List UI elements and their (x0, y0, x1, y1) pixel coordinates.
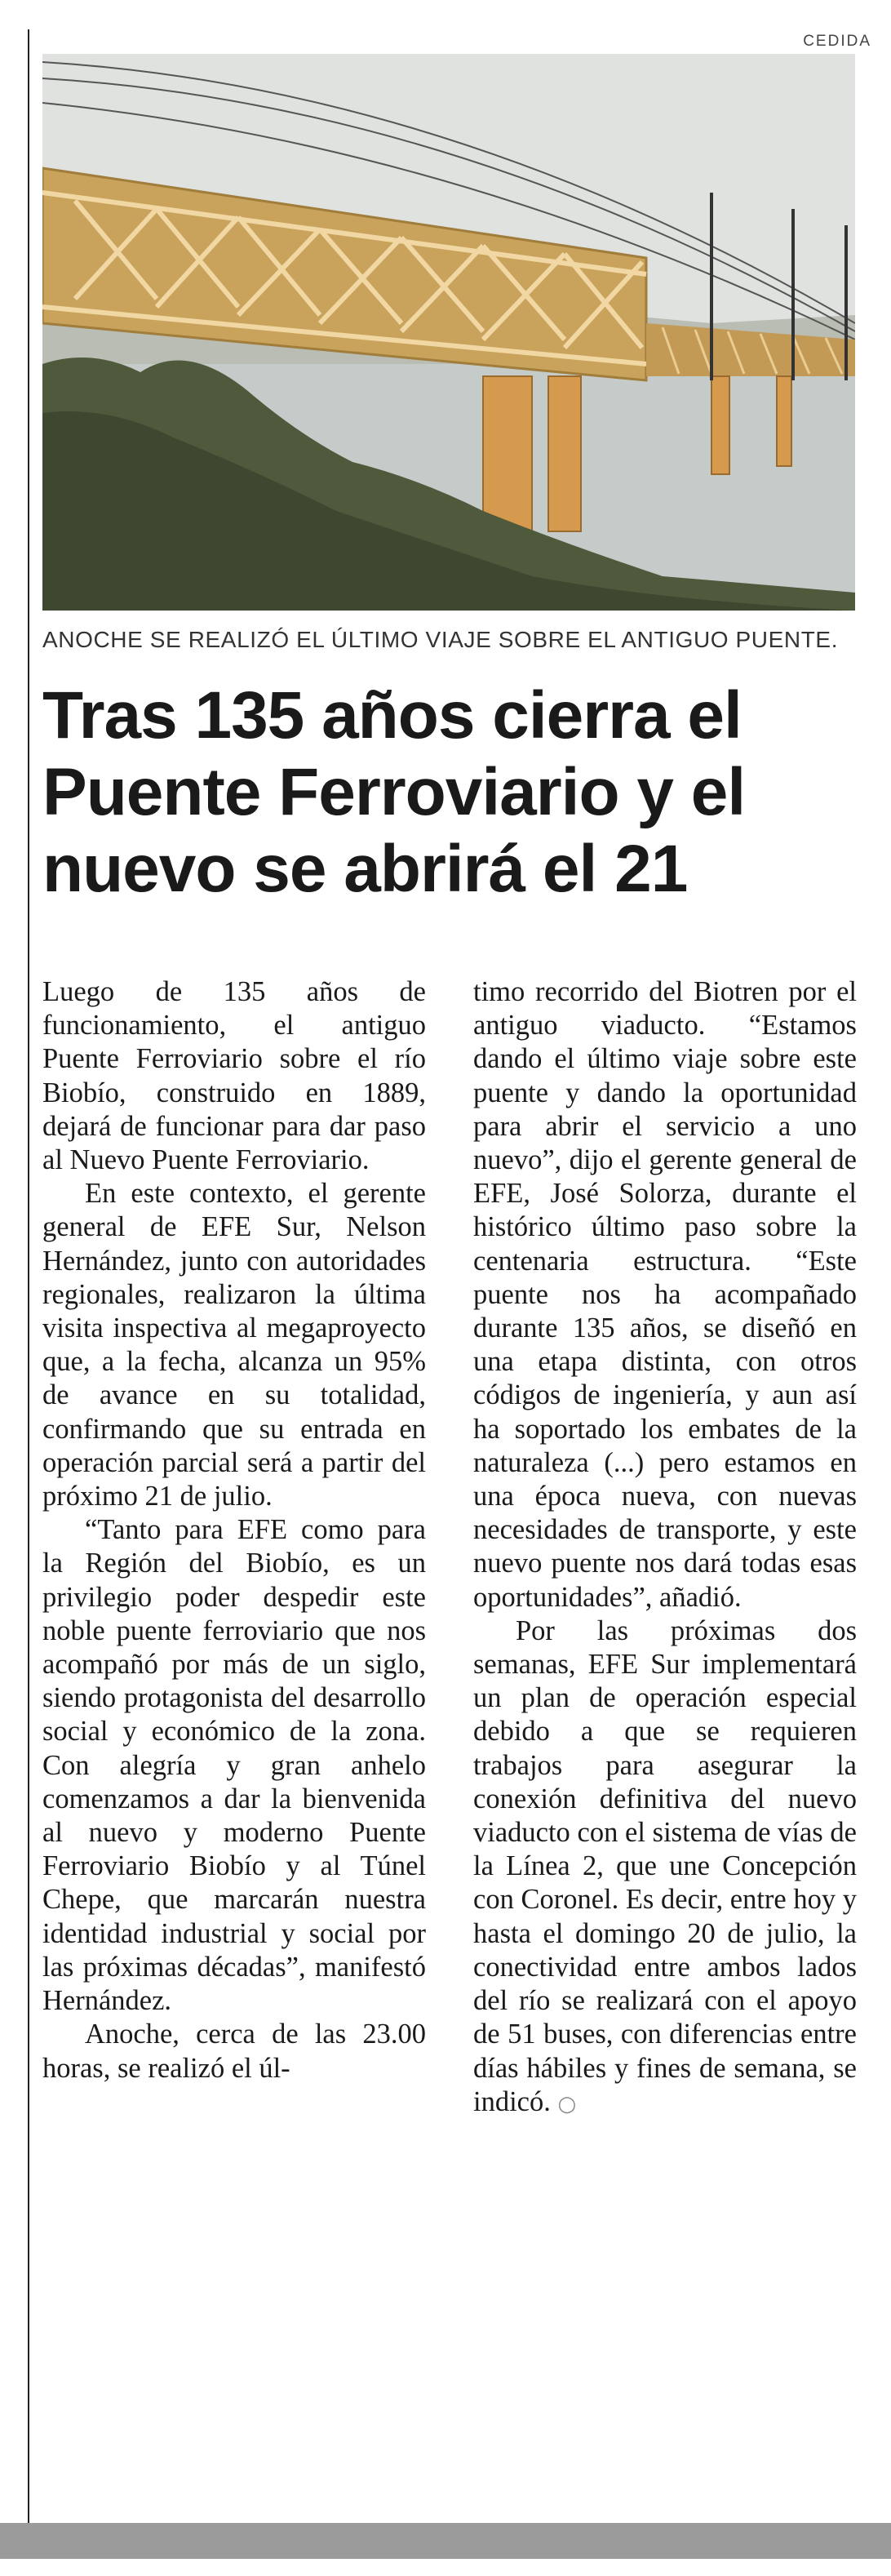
photo-credit: CEDIDA (803, 33, 871, 50)
paragraph-text: Por las próximas dos semanas, EFE Sur implementará un plan de operación especial debido a que se requieren trabajos para asegurar la conexión definitiva del nuevo viaducto con el sistema de vías de la Línea 2, que une Concepción con Coronel. Es decir, entre hoy y hasta el domingo 20 de julio, la conectividad entre ambos lados del río se realizará con el apoyo de 51 buses, con diferencias entre días hábiles y fines de semana, se indicó. (473, 1614, 857, 2117)
headline: Tras 135 años cierra el Puente Ferroviario y el nuevo se abrirá el 21 (42, 678, 746, 906)
bridge-photo-icon (42, 54, 855, 611)
paragraph (473, 1614, 857, 2121)
paragraph: timo recorrido del Biotren por el antiguo viaducto. “Estamos dando el último viaje sobre este puente y dando la oportunidad para abrir el servicio a uno nuevo”, dijo el gerente general de EFE, José Solorza, durante el histórico último paso sobre la centenaria estructura. “Este puente nos ha acompañado durante 135 años, se diseñó en una etapa distinta, con otros códigos de ingeniería, y aun así ha soportado los embates de la naturaleza (...) pero estamos en una época nueva, con nuevas necesidades de transporte, y este nuevo puente nos dará todas esas oportunidades”, añadió. (473, 976, 857, 1613)
photo-caption: ANOCHE SE REALIZÓ EL ÚLTIMO VIAJE SOBRE EL ANTIGUO PUENTE. (42, 627, 839, 652)
left-column-rule (28, 29, 29, 2523)
paragraph: Anoche, cerca de las 23.00 horas, se realizó el úl- (42, 2019, 426, 2084)
article-photo (42, 54, 855, 611)
page-bottom-bar (0, 2523, 891, 2559)
article-column-1 (42, 975, 426, 2085)
article-column-2 (473, 975, 857, 2121)
paragraph: “Tanto para EFE como para la Región del Biobío, es un privilegio poder despedir este noble puente ferroviario que nos acompañó por más de un siglo, siendo protagonista del desarrollo social y económico de la zona. Con alegría y gran anhelo comenzamos a dar la bienvenida al nuevo y moderno Puente Ferroviario Biobío y al Túnel Chepe, que marcarán nuestra identidad industrial y social por las próximas décadas”, manifestó Hernández. (42, 1514, 426, 2017)
end-of-article-icon: ○ (557, 2091, 577, 2116)
paragraph: Luego de 135 años de funcionamiento, el antiguo Puente Ferroviario sobre el río Biobío, construido en 1889, dejará de funcionar para dar paso al Nuevo Puente Ferroviario. (42, 976, 426, 1176)
paragraph: En este contexto, el gerente general de EFE Sur, Nelson Hernández, junto con autoridades regionales, realizaron la última visita inspectiva al megaproyecto que, a la fecha, alcanza un 95% de avance en su totalidad, confirmando que su entrada en operación parcial será a partir del próximo 21 de julio. (42, 1178, 426, 1512)
